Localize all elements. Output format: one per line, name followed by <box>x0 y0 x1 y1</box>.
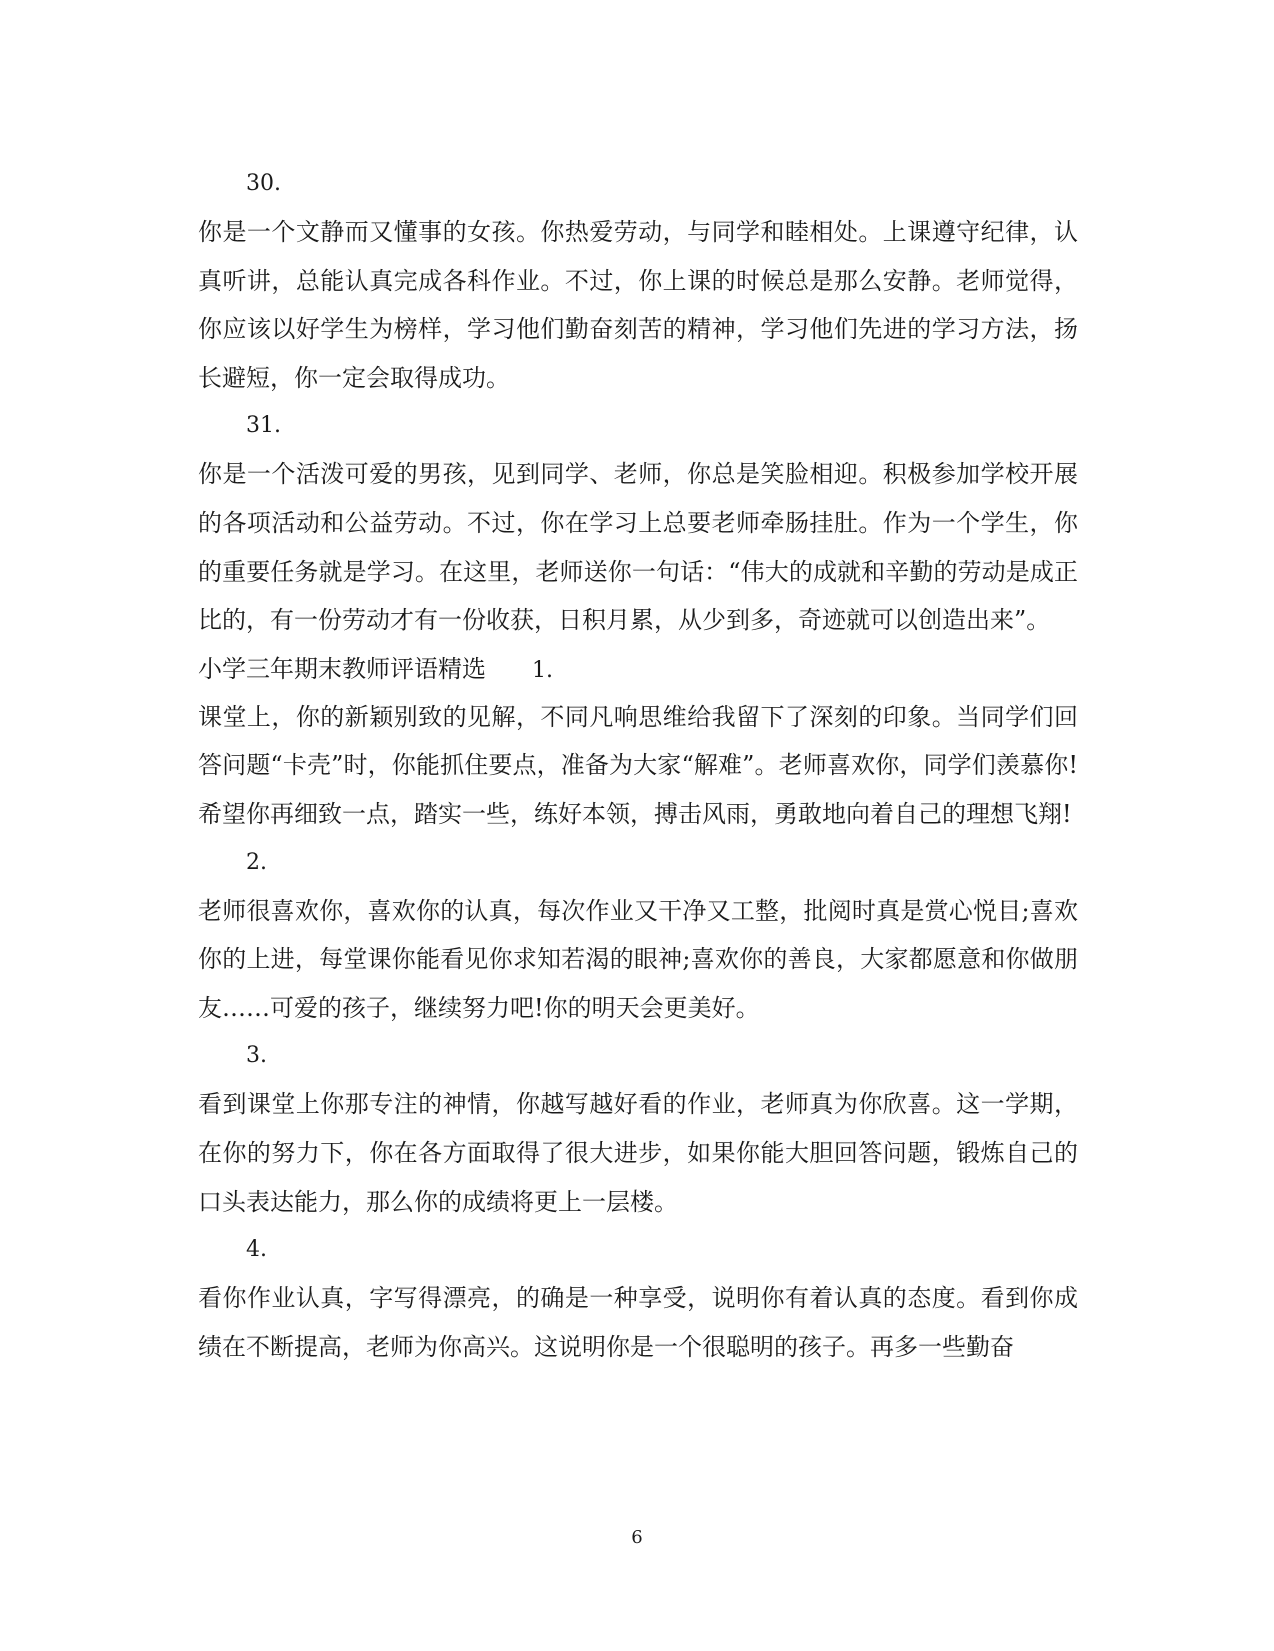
comment-paragraph-2: 老师很喜欢你，喜欢你的认真，每次作业又干净又工整，批阅时真是赏心悦目;喜欢你的上进，每堂课你能看见你求知若渴的眼神;喜欢你的善良，大家都愿意和你做朋友……可爱的孩子，继续努力吧!你的明天会更美好。 <box>198 896 1078 1022</box>
comment-paragraph-30: 你是一个文静而又懂事的女孩。你热爱劳动，与同学和睦相处。上课遵守纪律，认真听讲，总能认真完成各科作业。不过，你上课的时候总是那么安静。老师觉得，你应该以好学生为榜样，学习他们勤奋刻苦的精神，学习他们先进的学习方法，扬长避短，你一定会取得成功。 <box>198 218 1078 392</box>
item-number-3: 3. <box>246 1043 267 1069</box>
comment-paragraph-1: 课堂上，你的新颖别致的见解，不同凡响思维给我留下了深刻的印象。当同学们回答问题“卡壳”时，你能抓住要点，准备为大家“解难”。老师喜欢你，同学们羡慕你!希望你再细致一点，踏实一些，练好本领，搏击风雨，勇敢地向着自己的理想飞翔! <box>198 702 1078 828</box>
item-number-4: 4. <box>246 1237 267 1263</box>
page-content <box>198 160 1078 1371</box>
comment-paragraph-4: 看你作业认真，字写得漂亮，的确是一种享受，说明你有着认真的态度。看到你成绩在不断提高，老师为你高兴。这说明你是一个很聪明的孩子。再多一些勤奋 <box>198 1284 1078 1361</box>
section-heading <box>198 645 1078 693</box>
item-number-2: 2. <box>246 849 267 875</box>
comment-paragraph-31: 你是一个活泼可爱的男孩，见到同学、老师，你总是笑脸相迎。积极参加学校开展的各项活动和公益劳动。不过，你在学习上总要老师牵肠挂肚。作为一个学生，你的重要任务就是学习。在这里，老师送你一句话：“伟大的成就和辛勤的劳动是成正比的，有一份劳动才有一份收获，日积月累，从少到多，奇迹就可以创造出来”。 <box>198 460 1078 635</box>
comment-paragraph-3: 看到课堂上你那专注的神情，你越写越好看的作业，老师真为你欣喜。这一学期，在你的努力下，你在各方面取得了很大进步，如果你能大胆回答问题，锻炼自己的口头表达能力，那么你的成绩将更上一层楼。 <box>198 1090 1078 1216</box>
item-number-31: 31. <box>246 413 281 439</box>
section-title: 小学三年期末教师评语精选 <box>198 654 486 683</box>
item-number-30: 30. <box>246 171 281 196</box>
item-number-1: 1. <box>532 657 553 683</box>
page-number: 6 <box>631 1527 643 1548</box>
